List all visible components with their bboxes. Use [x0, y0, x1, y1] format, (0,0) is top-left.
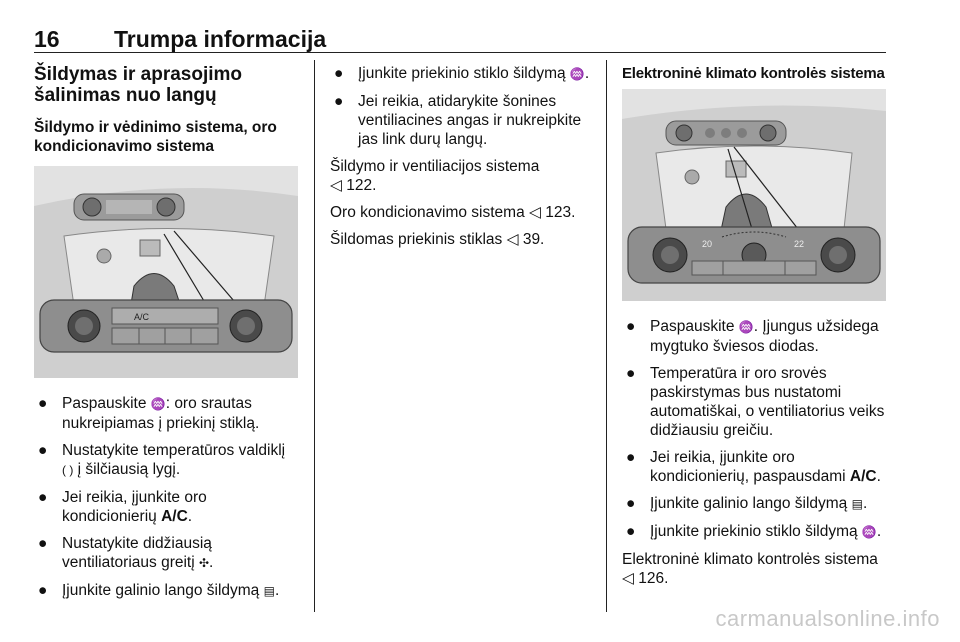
- page-header: [34, 26, 886, 52]
- list-item: ● Temperatūra ir oro srovės paskirstymas bus nustatomi automatiškai, o ventiliatorius veiks didžiausiu greičiu.: [626, 365, 885, 439]
- list-item: ● Įjunkite galinio lango šildymą ▤.: [38, 582, 280, 599]
- list-item: ● Jei reikia, įjunkite oro kondicionierių A/C.: [38, 489, 207, 525]
- windscreen-air-icon: ♒: [150, 397, 166, 411]
- section-title: Elektroninė klimato kontrolės sistema: [622, 65, 885, 82]
- list-item: ● Jei reikia, įjunkite oro kondicionierių, paspausdami A/C.: [626, 449, 881, 485]
- rear-defrost-icon: ▤: [851, 497, 863, 511]
- ac-label: A/C: [849, 468, 877, 485]
- section-subtitle: Šildymo ir vėdinimo sistema, oro kondicionavimo sistema: [34, 119, 277, 155]
- reference-paragraph: Šildymo ir ventiliacijos sistema ◁ 122.: [330, 158, 540, 194]
- windscreen-air-icon: ♒: [738, 320, 754, 334]
- column-3: [622, 64, 888, 596]
- header-rule: [34, 52, 886, 53]
- list-item: ● Paspauskite ♒. Įjungus užsidega mygtuko šviesos diodas.: [626, 318, 879, 355]
- rear-defrost-icon: ▤: [263, 584, 275, 598]
- temperature-right-readout: 22: [794, 239, 805, 249]
- chapter-title: Trumpa informacija: [114, 26, 327, 52]
- temperature-knob-icon: ( ): [62, 463, 74, 477]
- column-divider-left: [314, 60, 315, 612]
- page-reference-link[interactable]: ◁ 39.: [506, 231, 545, 248]
- list-item: ● Įjunkite galinio lango šildymą ▤.: [626, 495, 868, 512]
- reference-paragraph: Elektroninė klimato kontrolės sistema ◁ 126.: [622, 551, 878, 587]
- page-reference-link[interactable]: ◁ 123.: [529, 204, 576, 221]
- list-item: ● Įjunkite priekinio stiklo šildymą ♒.: [334, 65, 590, 82]
- column-divider-right: [606, 60, 607, 612]
- list-item: ● Jei reikia, atidarykite šonines ventiliacines angas ir nukreipkite jas link durų langų.: [334, 93, 582, 148]
- reference-paragraph: Šildomas priekinis stiklas ◁ 39.: [330, 231, 545, 248]
- ac-label: A/C: [161, 508, 188, 525]
- ac-button-label: A/C: [134, 312, 150, 322]
- list-item: ● Įjunkite priekinio stiklo šildymą ♒.: [626, 523, 882, 540]
- figure-heating-panel: [34, 166, 298, 378]
- watermark: carmanualsonline.info: [715, 606, 940, 631]
- list-item: ● Nustatykite didžiausią ventiliatoriaus greitį ✣.: [38, 535, 214, 571]
- bullet-list-col2: [330, 64, 592, 149]
- page-number: 16: [34, 26, 60, 52]
- front-defrost-icon: ♒: [861, 525, 877, 539]
- column-2: [330, 64, 592, 257]
- reference-paragraph: Oro kondicionavimo sistema ◁ 123.: [330, 204, 576, 221]
- page-reference-link[interactable]: ◁ 122.: [330, 177, 377, 194]
- temperature-left-readout: 20: [702, 239, 713, 249]
- bullet-list-col1: [34, 394, 300, 601]
- list-item: ● Paspauskite ♒: oro srautas nukreipiamas į priekinį stiklą.: [38, 395, 260, 432]
- column-1: [34, 64, 300, 609]
- bullet-list-col3: [622, 317, 888, 542]
- section-title: Šildymas ir aprasojimo šalinimas nuo langų: [34, 64, 243, 106]
- list-item: ● Nustatykite temperatūros valdiklį ( ) į šilčiausią lygį.: [38, 442, 286, 478]
- fan-icon: ✣: [198, 556, 210, 570]
- page-reference-link[interactable]: ◁ 126.: [622, 570, 669, 587]
- front-defrost-icon: ♒: [569, 67, 585, 81]
- figure-climate-control-panel: [622, 89, 886, 301]
